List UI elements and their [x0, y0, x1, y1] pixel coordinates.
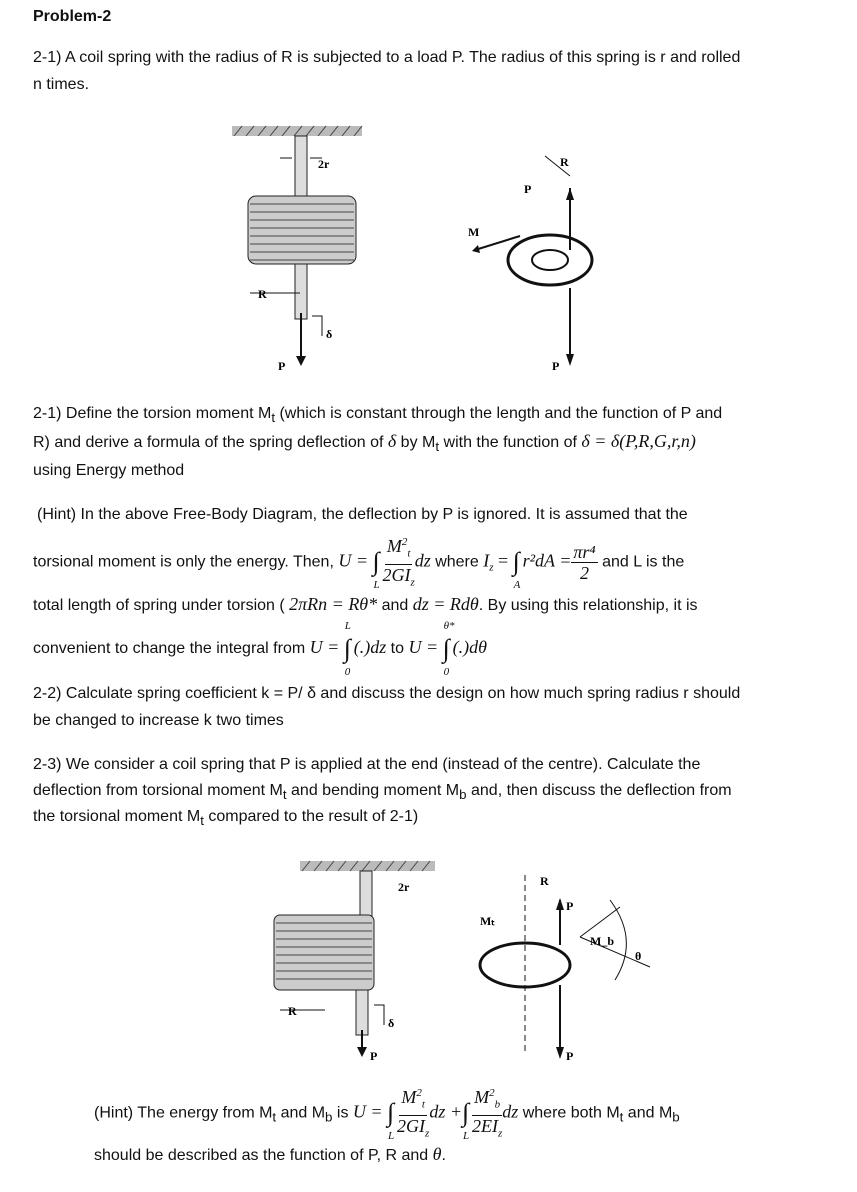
- label-P-bottom: P: [552, 359, 560, 373]
- label-2r: 2r: [398, 880, 410, 894]
- hint1-line-4: convenient to change the integral from U = ∫ L 0 (.)dz to U = ∫ θ* 0 (.)dθ: [33, 620, 487, 678]
- q21-line-1: 2-1) Define the torsion moment $M_t$ (which is constant through the length and the function of P and: [33, 405, 723, 426]
- q23-line-1: 2-3) We consider a coil spring that P is applied at the end (instead of the centre). Calculate the: [33, 756, 701, 773]
- intro-line-2: n times.: [33, 76, 90, 93]
- q23-line-3: the torsional moment $M_t$ compared to the result of 2-1): [33, 808, 419, 829]
- hint1-line-3: total length of spring under torsion ( 2πRn = Rθ* and dz = Rdθ. By using this relationship, it is: [33, 594, 698, 614]
- problem-title: Problem-2: [33, 8, 112, 25]
- label-R: R: [288, 1004, 297, 1018]
- figure-1-spring-diagram: [220, 118, 620, 380]
- label-P-top: P: [524, 182, 532, 196]
- label-Mb: M_b: [590, 934, 614, 948]
- label-R-ring: R: [540, 874, 549, 888]
- q23-line-2: deflection from torsional moment $M_t$ and bending moment $M_b$ and, then discuss the deflection from: [33, 782, 732, 803]
- label-Mt: Mₜ: [480, 914, 495, 928]
- label-Mt: M: [468, 225, 480, 239]
- label-theta: θ: [635, 949, 642, 963]
- label-P: P: [278, 359, 286, 373]
- figure-2-spring-diagram: [250, 855, 670, 1070]
- hint1-line-2: torsional moment is only the energy. Then, U = ∫ L $\frac{M^2_t}{2GI_z}$ dz where $I_z$ = ∫ A r²dA = $\frac{\text{πr⁴}}{2}$ and L is the: [33, 532, 684, 592]
- label-P-bottom: P: [566, 1049, 574, 1063]
- label-P-top: P: [566, 899, 574, 913]
- ceiling-hatch: [232, 126, 362, 136]
- q22-line-2: be changed to increase k two times: [33, 712, 284, 729]
- hint2-line-1: (Hint) The energy from $M_t$ and $M_b$ is U = ∫ L $\frac{M^2_t}{2GI_z}$ dz +∫ L $\frac{M^2_b}{2EI_z}$ dz where both $M_t$ and $M_b$: [94, 1083, 680, 1143]
- label-delta: δ: [388, 1016, 395, 1030]
- label-delta: δ: [326, 327, 333, 341]
- hint1-line-1: (Hint) In the above Free-Body Diagram, the deflection by P is ignored. It is assumed that the: [37, 506, 688, 523]
- intro-line-1: 2-1) A coil spring with the radius of R is subjected to a load P. The radius of this spring is r and rolled: [33, 49, 741, 66]
- q21-line-2: R) and derive a formula of the spring deflection of δ by $M_t$ with the function of δ = δ(P,R,G,r,n): [33, 431, 696, 455]
- q22-line-1: 2-2) Calculate spring coefficient k = P/ δ and discuss the design on how much spring radius r should: [33, 685, 741, 702]
- fbd-ring: [472, 156, 592, 366]
- label-P: P: [370, 1049, 378, 1063]
- coil: [248, 196, 356, 264]
- q21-line-3: using Energy method: [33, 462, 185, 479]
- label-R: R: [258, 287, 267, 301]
- hint2-line-2: should be described as the function of P, R and θ.: [94, 1144, 446, 1164]
- label-R-ring: R: [560, 155, 569, 169]
- label-2r: 2r: [318, 157, 330, 171]
